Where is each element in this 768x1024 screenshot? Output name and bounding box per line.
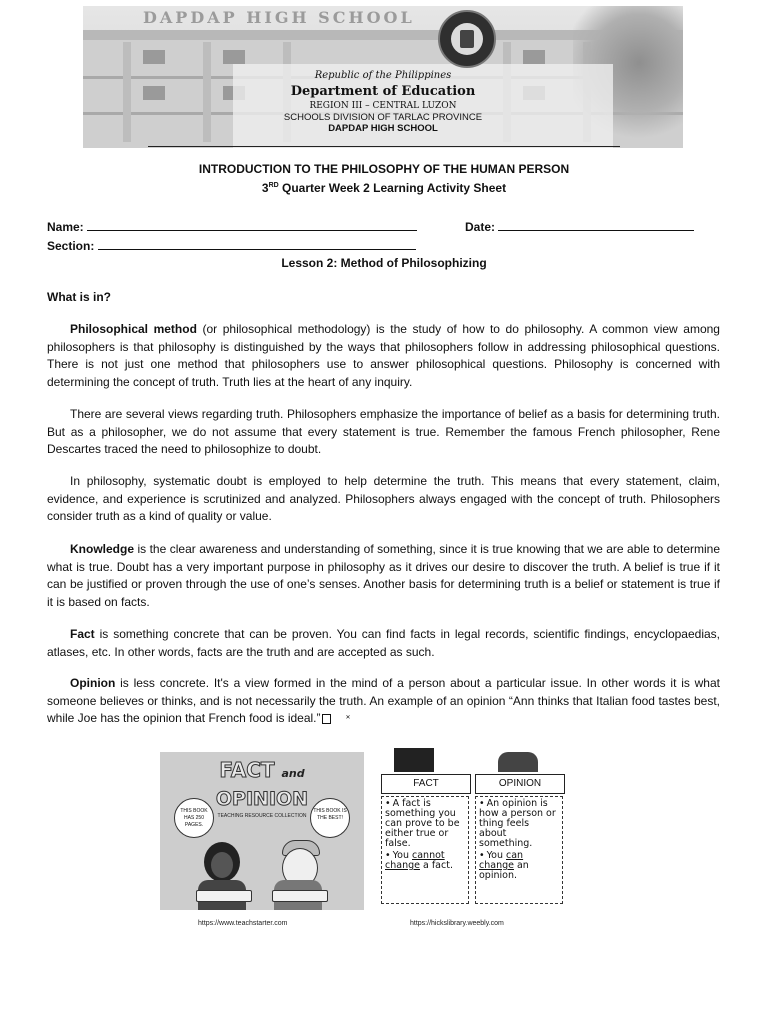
poster-collection-text: TEACHING RESOURCE COLLECTION bbox=[217, 813, 307, 819]
owls-icon bbox=[498, 752, 538, 772]
speech-bubble-left: THIS BOOK HAS 250 PAGES. bbox=[174, 798, 214, 838]
paragraph-truth: There are several views regarding truth. Philosophers emphasize the importance of belief as a basis for determining truth. But as a philosopher, we do not assume that every statement is true. Remember the famous French philosopher, Rene Descartes traced the need to philosophize to doubt. bbox=[47, 407, 720, 456]
book-icon bbox=[196, 890, 252, 902]
document-title: INTRODUCTION TO THE PHILOSOPHY OF THE HUMAN PERSON bbox=[198, 162, 570, 176]
fact-item: • You cannot change a fact. bbox=[385, 851, 465, 871]
fact-list bbox=[381, 796, 469, 904]
poster-title-opinion: OPINION bbox=[215, 788, 309, 810]
fact-vs-opinion-chart bbox=[377, 746, 568, 910]
fact-and-opinion-poster bbox=[160, 752, 364, 910]
region-text: REGION III – CENTRAL LUZON bbox=[309, 101, 457, 111]
source-link-teachstarter[interactable]: https://www.teachstarter.com bbox=[198, 920, 288, 927]
speech-bubble-right: THIS BOOK IS THE BEST! bbox=[310, 798, 350, 838]
opinion-item: • An opinion is how a person or thing feels about something. bbox=[479, 799, 559, 849]
department-text: Department of Education bbox=[290, 84, 476, 99]
name-label: Name: bbox=[47, 220, 84, 234]
section-heading: What is in? bbox=[47, 290, 111, 304]
schoolhouse-icon bbox=[394, 748, 434, 772]
section-field[interactable] bbox=[47, 237, 416, 253]
date-blank[interactable] bbox=[498, 218, 694, 231]
name-field[interactable] bbox=[47, 218, 417, 234]
section-label: Section: bbox=[47, 239, 95, 253]
opinion-label: OPINION bbox=[475, 774, 565, 794]
fact-item: • A fact is something you can prove to be either true or false. bbox=[385, 799, 465, 849]
division-text: SCHOOLS DIVISION OF TARLAC PROVINCE bbox=[283, 112, 483, 123]
republic-text: Republic of the Philippines bbox=[314, 70, 452, 81]
deped-seal-logo bbox=[438, 10, 496, 68]
opinion-list bbox=[475, 796, 563, 904]
paragraph-knowledge: Knowledge is the clear awareness and understanding of something, since it is true knowing that we are able to determine what is true. Doubt has a very important purpose in philosophy as it drives our desire to discover the truth. A belief is true if it can be justified or proven through the use of one’s senses. Another basis for determining truth is a belief or statement is true if it is based on facts. bbox=[47, 542, 720, 609]
paragraph-doubt: In philosophy, systematic doubt is employed to help determine the truth. This means that every statement, claim, evidence, and experience is scrutinized and analyzed. Philosophers always engaged with the concept of truth. Philosophers consider truth as a kind of quality or value. bbox=[47, 474, 720, 523]
date-label: Date: bbox=[465, 220, 496, 234]
poster-title-fact: FACT and bbox=[219, 758, 305, 782]
lesson-heading: Lesson 2: Method of Philosophizing bbox=[281, 256, 487, 270]
name-blank[interactable] bbox=[87, 218, 417, 231]
school-name: DAPDAP HIGH SCHOOL bbox=[328, 123, 438, 134]
opinion-item: • You can change an opinion. bbox=[479, 851, 559, 881]
paragraph-opinion: Opinion is less concrete. It's a view formed in the mind of a person about a particular issue. In other words it is what someone believes or thinks, and is not necessarily the truth. An example of an opinion “Ann thinks that Italian food tastes best, while Joe has the opinion that French food is ideal.” ✕ bbox=[47, 676, 720, 725]
header-divider bbox=[148, 146, 620, 147]
paragraph-fact: Fact is something concrete that can be proven. You can find facts in legal records, scientific findings, encyclopaedias, atlases, etc. In other words, facts are the truth and are accepted as such. bbox=[47, 627, 720, 659]
school-sign: DAPDAP HIGH SCHOOL bbox=[143, 8, 415, 27]
symbol-icon: ✕ bbox=[322, 714, 331, 724]
fact-label: FACT bbox=[381, 774, 471, 794]
date-field[interactable] bbox=[465, 218, 694, 234]
document-subtitle: 3RD Quarter Week 2 Learning Activity Sheet bbox=[261, 181, 507, 195]
book-icon bbox=[272, 890, 328, 902]
section-blank[interactable] bbox=[98, 237, 416, 250]
source-link-hickslibrary[interactable]: https://hickslibrary.weebly.com bbox=[410, 920, 504, 927]
paragraph-philosophical-method: Philosophical method (or philosophical methodology) is the study of how to do philosophy. A common view among philosophers is that philosophy is distinguished by the ways that philosophers follow in addressing philosophical questions. There is not just one method that philosophers use to answer philosophical questions. Philosophy is concerned with determining the concept of truth. Truth lies at the heart of any inquiry. bbox=[47, 322, 720, 389]
